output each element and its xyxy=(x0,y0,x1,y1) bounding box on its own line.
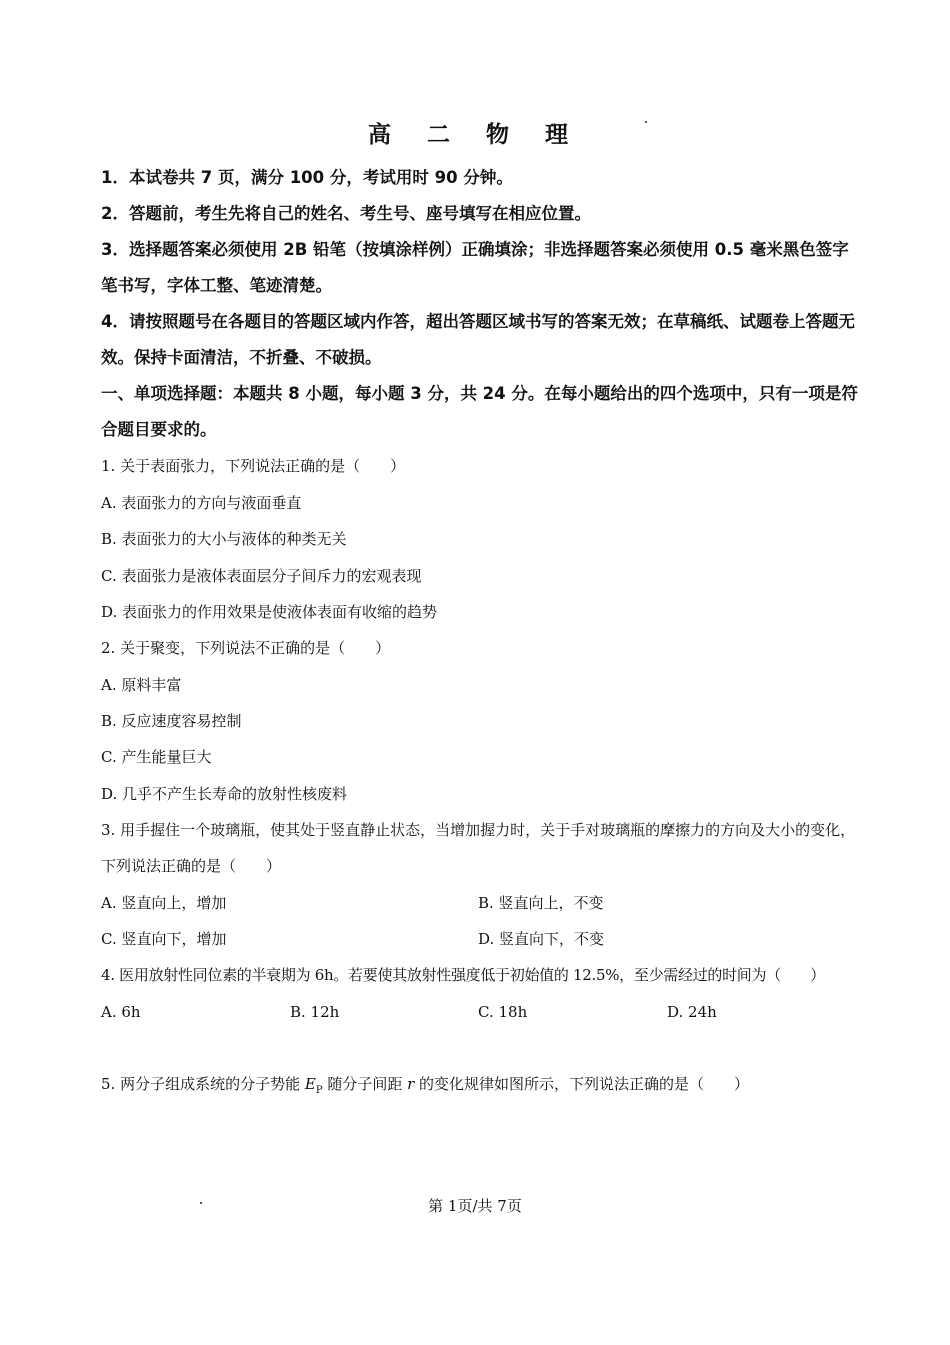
question-1-option-a: A. 表面张力的方向与液面垂直 xyxy=(101,494,302,512)
question-1-option-d: D. 表面张力的作用效果是使液体表面有收缩的趋势 xyxy=(101,603,438,621)
page-title: 高 二 物 理 xyxy=(367,122,583,148)
instruction-3: 3．选择题答案必须使用 2B 铅笔（按填涂样例）正确填涂；非选择题答案必须使用 0.5 毫米黑色签字笔书写，字体工整、笔迹清楚。 xyxy=(101,240,849,295)
question-4-stem: 4. 医用放射性同位素的半衰期为 6h。若要使其放射性强度低于初始值的 12.5%，至少需经过的时间为（ ） xyxy=(101,966,825,984)
potential-energy-subscript: P xyxy=(315,1085,323,1096)
question-2-option-d: D. 几乎不产生长寿命的放射性核废料 xyxy=(101,785,348,803)
question-5-text-3: 的变化规律如图所示，下列说法正确的是（ ） xyxy=(414,1075,750,1093)
question-2-option-a: A. 原料丰富 xyxy=(101,676,182,694)
question-3-option-a: A. 竖直向上，增加 xyxy=(101,894,227,912)
instructions xyxy=(101,160,861,448)
question-2-stem: 2. 关于聚变，下列说法不正确的是（ ） xyxy=(101,639,391,657)
instruction-1: 1．本试卷共 7 页，满分 100 分，考试用时 90 分钟。 xyxy=(101,168,513,187)
potential-energy-symbol: E xyxy=(304,1075,316,1093)
question-2-option-c: C. 产生能量巨大 xyxy=(101,748,212,766)
distance-symbol: r xyxy=(407,1075,415,1093)
question-5-text-2: 随分子间距 xyxy=(322,1075,408,1093)
question-5-text-1: 5. 两分子组成系统的分子势能 xyxy=(101,1075,305,1093)
instruction-2: 2．答题前，考生先将自己的姓名、考生号、座号填写在相应位置。 xyxy=(101,204,591,223)
instruction-4: 4．请按照题号在各题目的答题区域内作答，超出答题区域书写的答案无效；在草稿纸、试题卷上答题无效。保持卡面清洁，不折叠、不破损。 xyxy=(101,312,855,367)
question-3-stem: 3. 用手握住一个玻璃瓶，使其处于竖直静止状态，当增加握力时，关于手对玻璃瓶的摩擦力的方向及大小的变化，下列说法正确的是（ ） xyxy=(101,821,856,875)
question-4-option-d: D. 24h xyxy=(667,1003,717,1021)
question-3-option-b: B. 竖直向上，不变 xyxy=(478,894,604,912)
question-1-stem: 1. 关于表面张力，下列说法正确的是（ ） xyxy=(101,457,406,475)
question-4-option-c: C. 18h xyxy=(478,1003,528,1021)
question-4-option-a: A. 6h xyxy=(101,1003,141,1021)
page-footer: 第 1页/共 7页 xyxy=(428,1197,522,1215)
question-1-option-b: B. 表面张力的大小与液体的种类无关 xyxy=(101,530,347,548)
question-4-option-b: B. 12h xyxy=(290,1003,340,1021)
question-2-option-b: B. 反应速度容易控制 xyxy=(101,712,242,730)
question-3-option-c: C. 竖直向下，增加 xyxy=(101,930,227,948)
question-5-stem xyxy=(101,1066,866,1109)
section-heading: 一、单项选择题：本题共 8 小题，每小题 3 分，共 24 分。在每小题给出的四个选项中，只有一项是符合题目要求的。 xyxy=(101,384,858,439)
question-1-option-c: C. 表面张力是液体表面层分子间斥力的宏观表现 xyxy=(101,567,422,585)
question-3-option-d: D. 竖直向下，不变 xyxy=(478,930,605,948)
